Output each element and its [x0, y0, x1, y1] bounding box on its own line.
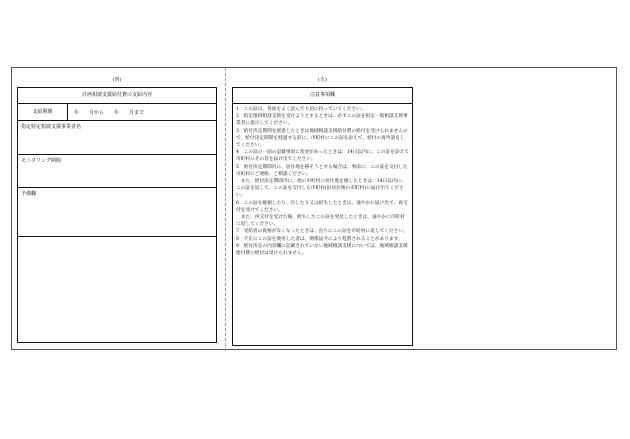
- provider-box: [18, 121, 216, 155]
- period-row: [18, 104, 216, 121]
- note-item: 7 受給者の資格がなくなったときは、直ちにこの証を市町村に返してください。: [236, 229, 408, 235]
- note-item: 5 給付決定期間内に、居住地を移そうとする場合は、事前に、この証を交付した市町村にご連絡、ご相談ください。 また、給付決定期間内に、他の市町村に居住地を移したときは、14日以内に、この証を返して、この証を交付した市町村(旧居住地の市町村)に届け出てください。: [236, 164, 408, 199]
- note-item: 4 この証の一面の記載事項に変更があったときは、14日以内に、この証を添えて市町村にその旨を届け出てください。: [236, 150, 409, 163]
- fold-line: [225, 68, 226, 351]
- note-item: 2 指定地域相談支援を受けようとするときは、必ずこの証を指定一般相談支援事業者に提示してください。: [236, 114, 408, 127]
- left-page-number: (四): [112, 77, 122, 83]
- provider-label: 指定特定相談支援事業者名: [21, 124, 82, 130]
- notes-title: 注意事項欄: [233, 88, 412, 104]
- note-item: 1 この証は、各面をよく読んで大切に持っていてください。: [236, 107, 366, 112]
- right-page-number: (五): [318, 77, 327, 83]
- reserve-box: [18, 188, 216, 237]
- monitoring-label: モニタリング期間: [21, 158, 61, 164]
- note-item: 8 不正にこの証を使用した者は、関係法令により処罰されることがあります。: [236, 236, 403, 242]
- monitoring-box: [18, 155, 216, 188]
- support-content-title: 計画相談支援給付費の支給内容: [18, 88, 216, 104]
- reserve-label: 予備欄: [21, 191, 37, 197]
- note-item: 3 給付決定期間を経過したときは地域相談支援給付費の給付を受けられませんので、給付決定期間を経過する前に、市町村にこの証を添えて、給付の再申請をしてください。: [236, 128, 408, 149]
- period-value: 年 月から 年 月まで: [74, 109, 145, 116]
- period-label: 支給期間: [18, 104, 68, 120]
- note-item: 9 給付決定の内容欄に記載されていない地域相談支援については、地域相談支援給付費の給付は受けられません。: [236, 243, 408, 257]
- support-content-panel: [17, 87, 217, 343]
- note-item: 6 この証を破損したり、汚したり又は紛失したときは、速やかに届け出て、再交付を受けてください。 また、再交付を受けた後、紛失したこの証を発見したときは、速やかに市町村に返してください。: [236, 200, 408, 228]
- notes-panel: [232, 87, 413, 346]
- notes-list: [233, 104, 412, 257]
- certificate-sheet: [11, 67, 617, 350]
